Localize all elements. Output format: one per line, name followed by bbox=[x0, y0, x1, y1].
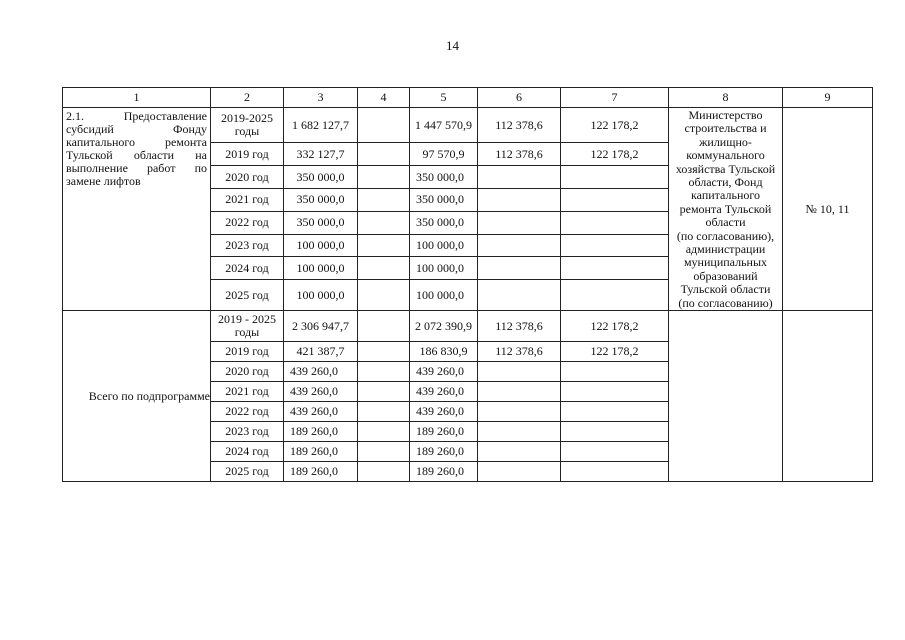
empty-responsible-cell bbox=[669, 311, 783, 482]
description-line: замене лифтов bbox=[66, 174, 141, 188]
cell-col6 bbox=[478, 188, 561, 211]
cell-col4 bbox=[358, 462, 410, 482]
cell-col7 bbox=[561, 382, 669, 402]
cell-col4 bbox=[358, 211, 410, 234]
cell-col4 bbox=[358, 234, 410, 257]
cell-col5: 350 000,0 bbox=[410, 211, 478, 234]
cell-col4 bbox=[358, 342, 410, 362]
cell-col5: 97 570,9 bbox=[410, 143, 478, 166]
cell-col4 bbox=[358, 422, 410, 442]
period-cell: 2020 год bbox=[211, 166, 284, 189]
cell-col4 bbox=[358, 257, 410, 280]
table-row bbox=[63, 108, 873, 143]
period-cell: 2025 год bbox=[211, 462, 284, 482]
cell-col6 bbox=[478, 382, 561, 402]
header-cell: 2 bbox=[211, 88, 284, 108]
cell-col7 bbox=[561, 188, 669, 211]
cell-col5: 439 260,0 bbox=[410, 362, 478, 382]
period-cell: 2022 год bbox=[211, 402, 284, 422]
cell-col3: 439 260,0 bbox=[284, 362, 358, 382]
header-cell: 5 bbox=[410, 88, 478, 108]
cell-col6 bbox=[478, 442, 561, 462]
header-cell: 3 bbox=[284, 88, 358, 108]
period-cell: 2023 год bbox=[211, 422, 284, 442]
cell-col5: 100 000,0 bbox=[410, 257, 478, 280]
cell-col4 bbox=[358, 166, 410, 189]
cell-col3: 100 000,0 bbox=[284, 257, 358, 280]
cell-col4 bbox=[358, 143, 410, 166]
cell-col7: 122 178,2 bbox=[561, 143, 669, 166]
cell-col6 bbox=[478, 234, 561, 257]
cell-col3: 350 000,0 bbox=[284, 211, 358, 234]
cell-col6 bbox=[478, 166, 561, 189]
responsible-line: Тульской области bbox=[680, 282, 771, 297]
responsible-line: образований bbox=[693, 268, 758, 283]
cell-col3: 421 387,7 bbox=[284, 342, 358, 362]
empty-indicator-cell bbox=[783, 311, 873, 482]
responsible-executor bbox=[669, 108, 783, 311]
cell-col5: 100 000,0 bbox=[410, 234, 478, 257]
cell-col3: 100 000,0 bbox=[284, 280, 358, 311]
responsible-line: ремонта Тульской bbox=[679, 201, 772, 216]
cell-col5: 350 000,0 bbox=[410, 188, 478, 211]
period-cell: 2020 год bbox=[211, 362, 284, 382]
cell-col5: 2 072 390,9 bbox=[410, 311, 478, 342]
cell-col6 bbox=[478, 280, 561, 311]
header-row bbox=[63, 88, 873, 108]
cell-col3: 439 260,0 bbox=[284, 382, 358, 402]
cell-col4 bbox=[358, 402, 410, 422]
period-cell: 2025 год bbox=[211, 280, 284, 311]
period-cell: 2022 год bbox=[211, 211, 284, 234]
period-cell: 2021 год bbox=[211, 188, 284, 211]
cell-col6: 112 378,6 bbox=[478, 342, 561, 362]
period-cell: 2019-2025 годы bbox=[211, 108, 284, 143]
cell-col4 bbox=[358, 108, 410, 143]
period-cell: 2019 год bbox=[211, 143, 284, 166]
cell-col3: 189 260,0 bbox=[284, 422, 358, 442]
responsible-line: (по согласованию) bbox=[678, 295, 773, 310]
cell-col5: 186 830,9 bbox=[410, 342, 478, 362]
cell-col5: 189 260,0 bbox=[410, 442, 478, 462]
period-cell: 2024 год bbox=[211, 442, 284, 462]
responsible-line: области bbox=[705, 215, 746, 230]
period-cell: 2024 год bbox=[211, 257, 284, 280]
cell-col3: 350 000,0 bbox=[284, 166, 358, 189]
cell-col4 bbox=[358, 188, 410, 211]
description-line: Тульской области на bbox=[66, 148, 207, 162]
header-cell: 1 bbox=[63, 88, 211, 108]
cell-col6 bbox=[478, 462, 561, 482]
cell-col6 bbox=[478, 257, 561, 280]
responsible-line: жилищно- bbox=[699, 134, 752, 149]
cell-col7 bbox=[561, 402, 669, 422]
cell-col6: 112 378,6 bbox=[478, 108, 561, 143]
cell-col6 bbox=[478, 402, 561, 422]
budget-table bbox=[62, 87, 873, 482]
cell-col7: 122 178,2 bbox=[561, 108, 669, 143]
cell-col3: 439 260,0 bbox=[284, 402, 358, 422]
responsible-line: строительства и bbox=[684, 121, 767, 136]
period-cell: 2019 - 2025 годы bbox=[211, 311, 284, 342]
header-cell: 8 bbox=[669, 88, 783, 108]
cell-col6: 112 378,6 bbox=[478, 143, 561, 166]
cell-col5: 1 447 570,9 bbox=[410, 108, 478, 143]
cell-col7 bbox=[561, 362, 669, 382]
responsible-line: капитального bbox=[691, 188, 760, 203]
description-line: выполнение работ по bbox=[66, 161, 207, 175]
cell-col6: 112 378,6 bbox=[478, 311, 561, 342]
cell-col3: 350 000,0 bbox=[284, 188, 358, 211]
cell-col7 bbox=[561, 166, 669, 189]
cell-col5: 439 260,0 bbox=[410, 402, 478, 422]
cell-col7 bbox=[561, 422, 669, 442]
page-number: 14 bbox=[446, 38, 459, 53]
cell-col3: 2 306 947,7 bbox=[284, 311, 358, 342]
cell-col3: 189 260,0 bbox=[284, 462, 358, 482]
cell-col4 bbox=[358, 311, 410, 342]
header-cell: 9 bbox=[783, 88, 873, 108]
cell-col5: 100 000,0 bbox=[410, 280, 478, 311]
cell-col5: 439 260,0 bbox=[410, 382, 478, 402]
activity-description bbox=[63, 108, 211, 311]
responsible-line: хозяйства Тульской bbox=[675, 161, 776, 176]
cell-col3: 332 127,7 bbox=[284, 143, 358, 166]
responsible-line: администрации bbox=[685, 242, 766, 257]
cell-col5: 350 000,0 bbox=[410, 166, 478, 189]
cell-col3: 1 682 127,7 bbox=[284, 108, 358, 143]
header-cell: 6 bbox=[478, 88, 561, 108]
cell-col7: 122 178,2 bbox=[561, 311, 669, 342]
table-row bbox=[63, 311, 873, 342]
cell-col3: 189 260,0 bbox=[284, 442, 358, 462]
cell-col7: 122 178,2 bbox=[561, 342, 669, 362]
cell-col4 bbox=[358, 362, 410, 382]
period-cell: 2021 год bbox=[211, 382, 284, 402]
cell-col7 bbox=[561, 442, 669, 462]
responsible-line: муниципальных bbox=[683, 255, 768, 270]
cell-col6 bbox=[478, 422, 561, 442]
period-cell: 2023 год bbox=[211, 234, 284, 257]
responsible-line: области, Фонд bbox=[688, 175, 763, 190]
cell-col4 bbox=[358, 382, 410, 402]
cell-col4 bbox=[358, 442, 410, 462]
subprogram-total-label: Всего по подпрограмме bbox=[63, 311, 211, 482]
responsible-line: Министерство bbox=[688, 108, 763, 122]
cell-col7 bbox=[561, 234, 669, 257]
cell-col7 bbox=[561, 211, 669, 234]
responsible-line: коммунального bbox=[686, 148, 765, 163]
description-line: капитального ремонта bbox=[66, 135, 207, 149]
header-cell: 4 bbox=[358, 88, 410, 108]
cell-col5: 189 260,0 bbox=[410, 422, 478, 442]
cell-col7 bbox=[561, 280, 669, 311]
period-cell: 2019 год bbox=[211, 342, 284, 362]
cell-col7 bbox=[561, 462, 669, 482]
cell-col4 bbox=[358, 280, 410, 311]
cell-col3: 100 000,0 bbox=[284, 234, 358, 257]
responsible-line: (по согласованию), bbox=[676, 228, 775, 243]
indicator-cell: № 10, 11 bbox=[783, 108, 873, 311]
description-line: 2.1. Предоставление bbox=[66, 109, 207, 123]
header-cell: 7 bbox=[561, 88, 669, 108]
description-line: субсидий Фонду bbox=[66, 122, 207, 136]
cell-col7 bbox=[561, 257, 669, 280]
cell-col5: 189 260,0 bbox=[410, 462, 478, 482]
cell-col6 bbox=[478, 211, 561, 234]
cell-col6 bbox=[478, 362, 561, 382]
